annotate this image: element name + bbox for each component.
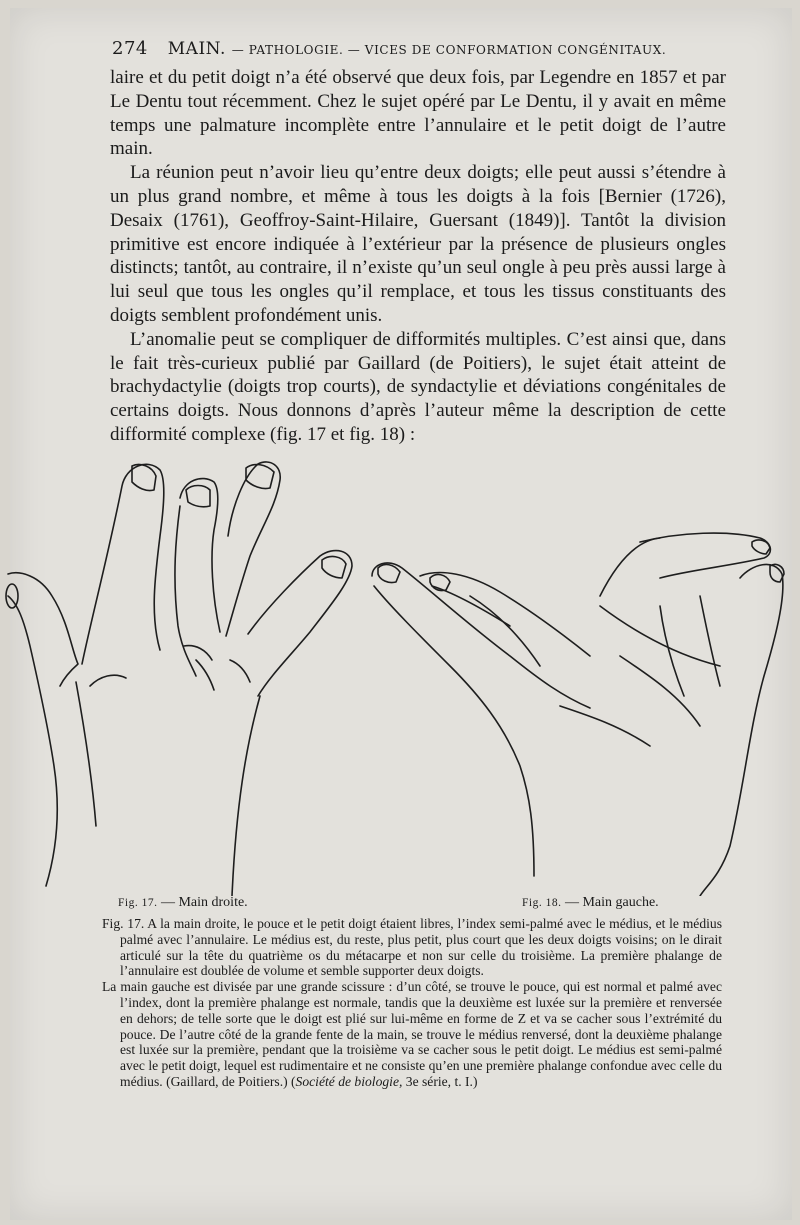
fig18-description-text: La main gauche est divisée par une grande scissure : d’un côté, se trouve le pouce, qui est normal et palmé avec l’index, dont la première phalange est normale, tandis que la deuxième est luxée sur la première et renversée en dehors; de telle sorte que le doigt est plié sur lui-même en forme de Z et va se cacher sous l’extrémité du pouce. De l’autre côté de la grande fente de la main, se trouve le médius renversé, dont la deuxième phalange est luxée sur la première, pendant que la troisième va se cacher sous le petit doigt. Le médius est semi-palmé avec le petit doigt, lequel est rudimentaire et ne consiste qu’en une première phalange confondue avec celle du médius. (Gaillard, de Poitiers.) ( (102, 979, 722, 1089)
figure-description (102, 916, 722, 1090)
fig18-title: — Main gauche. (564, 895, 659, 910)
running-title-main: MAIN. (167, 39, 226, 59)
fig17-caption (118, 895, 248, 911)
fig18-source: Société de biologie, (295, 1073, 403, 1089)
fig18-caption (522, 895, 659, 911)
right-hand-drawing (6, 462, 352, 896)
running-header (112, 38, 692, 59)
page-number: 274 (112, 38, 148, 59)
hands-illustration (0, 446, 800, 896)
paragraph-3: L’anomalie peut se compliquer de difformités multiples. C’est ainsi que, dans le fait très-curieux publié par Gaillard (de Poitiers), le sujet était atteint de brachydactylie (doigts trop courts), de syndactylie et déviations congénitales de certains doigts. Nous donnons d’après l’auteur même la description de cette difformité complexe (fig. 17 et fig. 18) : (110, 328, 726, 445)
fig17-title: — Main droite. (160, 895, 248, 910)
fig17-description: Fig. 17. A la main droite, le pouce et le petit doigt étaient libres, l’index semi-palmé avec le médius, et le médius palmé avec l’annulaire. Le médius est, du reste, plus petit, plus court que les deux doigts voisins; on le dirait articulé sur la tête du quatrième os du métacarpe et non sur celle du troisième. La première phalange de l’annulaire est doublée de volume et semble supporter deux doigts. (102, 916, 722, 979)
fig17-label: Fig. 17. (118, 897, 158, 909)
paragraph-2: La réunion peut n’avoir lieu qu’entre deux doigts; elle peut aussi s’étendre à un plus grand nombre, et même à tous les doigts à la fois [Bernier (1726), Desaix (1761), Geoffroy-Saint-Hilaire, Guersant (1849)]. Tantôt la division primitive est encore indiquée à l’extérieur par la présence de plusieurs ongles distincts; tantôt, au contraire, il n’existe qu’un seul ongle à peu près aussi large à lui seul que tous les ongles qu’il remplace, et tous les tissus constituants des doigts semblent profondément unis. (110, 162, 726, 326)
fig18-description (102, 979, 722, 1090)
running-title-rest: — PATHOLOGIE. — VICES DE CONFORMATION CONGÉNITAUX. (231, 43, 667, 57)
fig18-series: 3e série, t. I.) (402, 1073, 478, 1089)
left-hand-drawing (372, 533, 784, 896)
fig18-label: Fig. 18. (522, 897, 562, 909)
paragraph-1: laire et du petit doigt n’a été observé que deux fois, par Legendre en 1857 et par Le Dentu tout récemment. Chez le sujet opéré par Le Dentu, il y avait en même temps une palmature incomplète entre l’annulaire et le petit doigt de l’autre main. (110, 67, 726, 160)
main-text (110, 66, 726, 447)
